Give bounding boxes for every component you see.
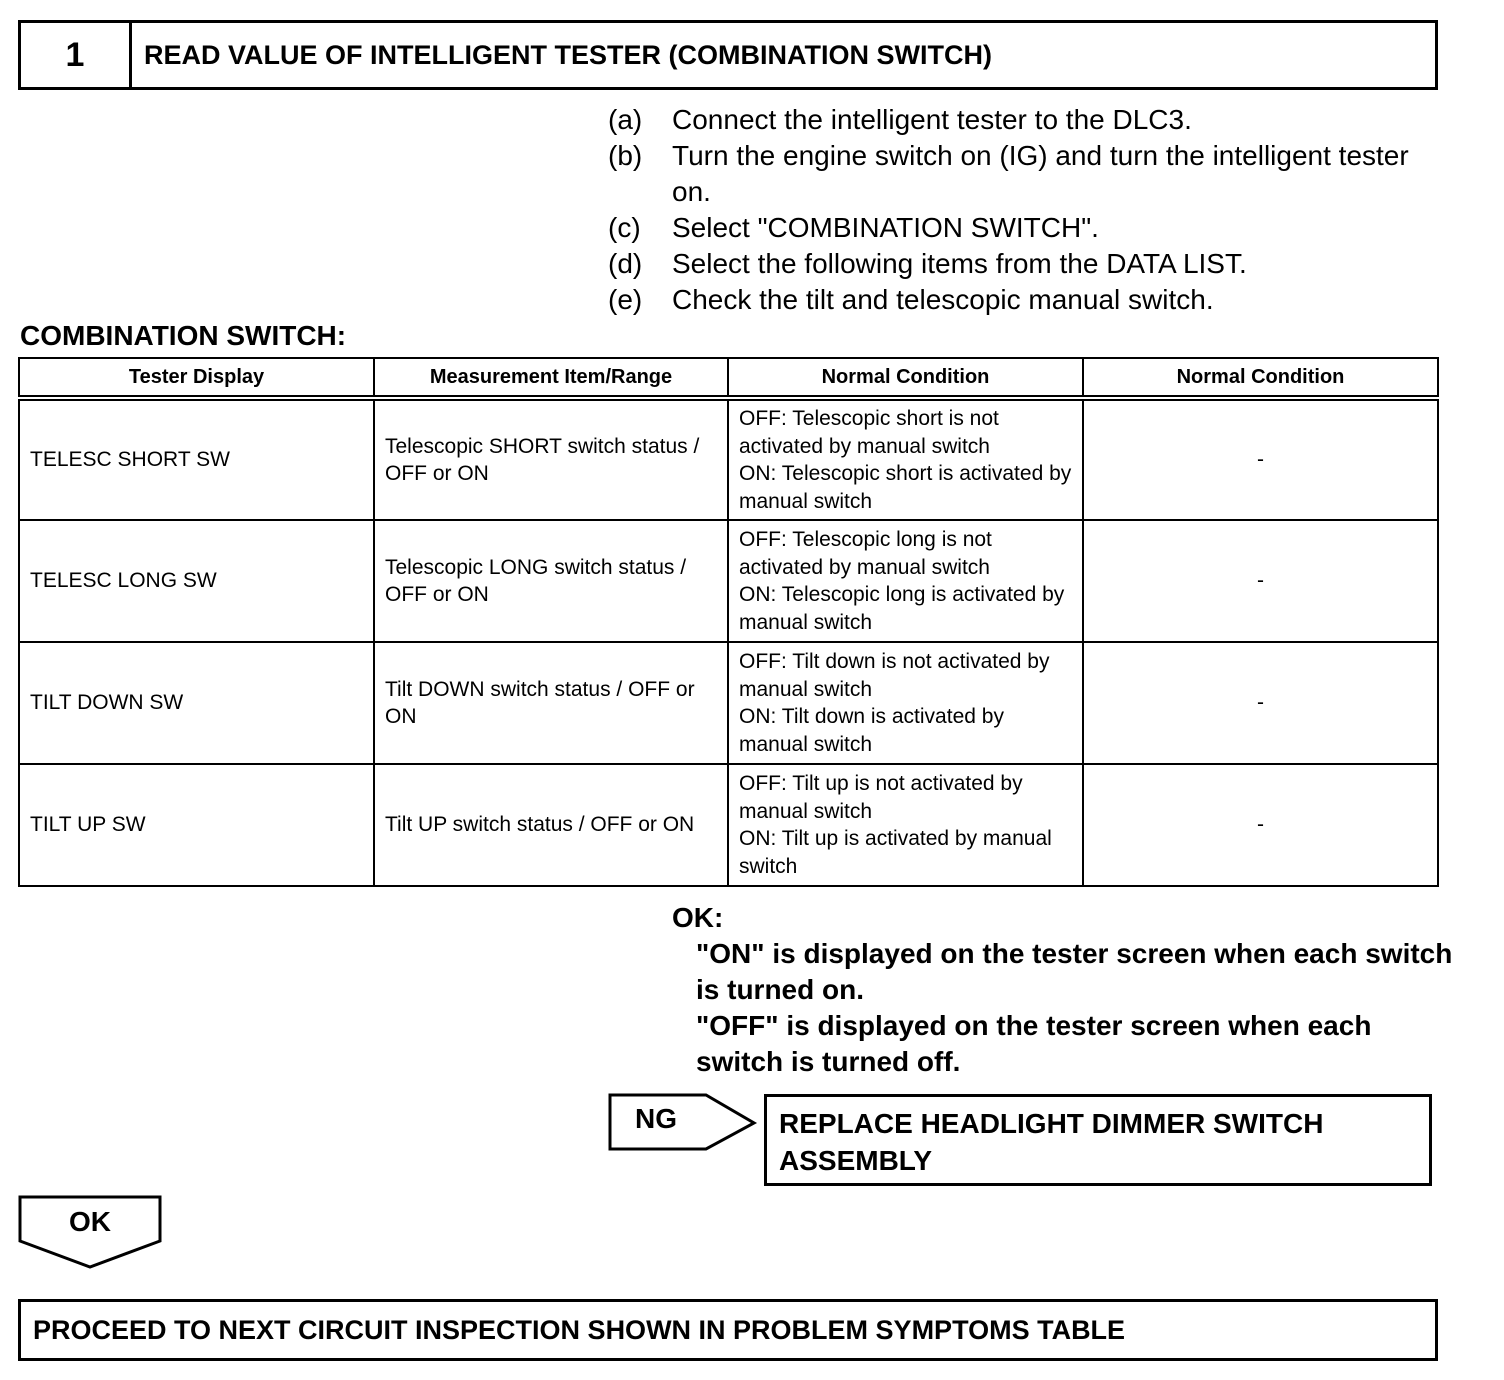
instruction-letter: (d) bbox=[608, 248, 643, 279]
column-header: Measurement Item/Range bbox=[374, 358, 728, 398]
ok-line-on: "ON" is displayed on the tester screen when each switch is turned on. bbox=[696, 938, 1453, 1005]
measurement-cell: Telescopic LONG switch status / OFF or ON bbox=[374, 520, 728, 642]
condition-on: ON: Telescopic long is activated by manual switch bbox=[739, 583, 1065, 634]
table-header-row bbox=[19, 358, 1438, 398]
condition-off: OFF: Telescopic short is not activated by manual switch bbox=[739, 407, 999, 458]
ng-action-line: ASSEMBLY bbox=[779, 1145, 933, 1176]
condition-on: ON: Tilt up is activated by manual switch bbox=[739, 827, 1052, 878]
column-header: Normal Condition bbox=[728, 358, 1083, 398]
table-row bbox=[19, 642, 1438, 764]
tester-display-cell: TILT DOWN SW bbox=[19, 642, 374, 764]
ok-body bbox=[672, 936, 1462, 1080]
ok-result bbox=[672, 900, 1462, 1080]
note-cell: - bbox=[1083, 642, 1438, 764]
ng-action-line: REPLACE HEADLIGHT DIMMER SWITCH bbox=[779, 1108, 1324, 1139]
normal-condition-cell bbox=[728, 642, 1083, 764]
instruction-letter: (b) bbox=[608, 140, 643, 171]
instruction-item bbox=[608, 282, 1428, 318]
measurement-cell: Tilt UP switch status / OFF or ON bbox=[374, 764, 728, 886]
condition-off: OFF: Telescopic long is not activated by manual switch bbox=[739, 528, 992, 579]
note-cell: - bbox=[1083, 520, 1438, 642]
instruction-text: Select the following items from the DATA LIST. bbox=[672, 248, 1247, 279]
column-header: Tester Display bbox=[19, 358, 374, 398]
tester-display-cell: TILT UP SW bbox=[19, 764, 374, 886]
note-cell: - bbox=[1083, 398, 1438, 520]
normal-condition-cell bbox=[728, 764, 1083, 886]
measurement-cell: Tilt DOWN switch status / OFF or ON bbox=[374, 642, 728, 764]
condition-on: ON: Telescopic short is activated by manual switch bbox=[739, 462, 1072, 513]
note-cell: - bbox=[1083, 764, 1438, 886]
ng-action-box bbox=[764, 1094, 1432, 1186]
instruction-text: Turn the engine switch on (IG) and turn the intelligent tester on. bbox=[672, 140, 1409, 207]
table-row bbox=[19, 398, 1438, 520]
condition-off: OFF: Tilt down is not activated by manual switch bbox=[739, 650, 1050, 701]
instruction-item bbox=[608, 138, 1428, 210]
ok-action-box: PROCEED TO NEXT CIRCUIT INSPECTION SHOWN IN PROBLEM SYMPTOMS TABLE bbox=[18, 1299, 1438, 1361]
ok-label: OK: bbox=[672, 902, 724, 933]
normal-condition-cell bbox=[728, 398, 1083, 520]
table-row bbox=[19, 764, 1438, 886]
instruction-text: Select "COMBINATION SWITCH". bbox=[672, 212, 1099, 243]
measurement-cell: Telescopic SHORT switch status / OFF or ON bbox=[374, 398, 728, 520]
table-row bbox=[19, 520, 1438, 642]
step-title: READ VALUE OF INTELLIGENT TESTER (COMBINATION SWITCH) bbox=[144, 39, 992, 70]
ok-branch-label: OK bbox=[69, 1206, 111, 1237]
instruction-letter: (c) bbox=[608, 212, 641, 243]
column-header: Normal Condition bbox=[1083, 358, 1438, 398]
condition-on: ON: Tilt down is activated by manual switch bbox=[739, 705, 1004, 756]
section-label: COMBINATION SWITCH: bbox=[20, 320, 347, 351]
ng-label: NG bbox=[635, 1103, 677, 1134]
normal-condition-cell bbox=[728, 520, 1083, 642]
instruction-text: Connect the intelligent tester to the DLC3. bbox=[672, 104, 1192, 135]
ok-line-off: "OFF" is displayed on the tester screen when each switch is turned off. bbox=[696, 1010, 1372, 1077]
condition-off: OFF: Tilt up is not activated by manual switch bbox=[739, 772, 1023, 823]
instruction-text: Check the tilt and telescopic manual switch. bbox=[672, 284, 1214, 315]
instruction-list bbox=[608, 102, 1428, 318]
step-header bbox=[18, 20, 1438, 90]
data-list-table bbox=[18, 357, 1439, 887]
instruction-item bbox=[608, 210, 1428, 246]
instruction-letter: (e) bbox=[608, 284, 643, 315]
instruction-item bbox=[608, 102, 1428, 138]
tester-display-cell: TELESC SHORT SW bbox=[19, 398, 374, 520]
instruction-letter: (a) bbox=[608, 104, 643, 135]
step-number: 1 bbox=[21, 23, 132, 87]
tester-display-cell: TELESC LONG SW bbox=[19, 520, 374, 642]
instruction-item bbox=[608, 246, 1428, 282]
